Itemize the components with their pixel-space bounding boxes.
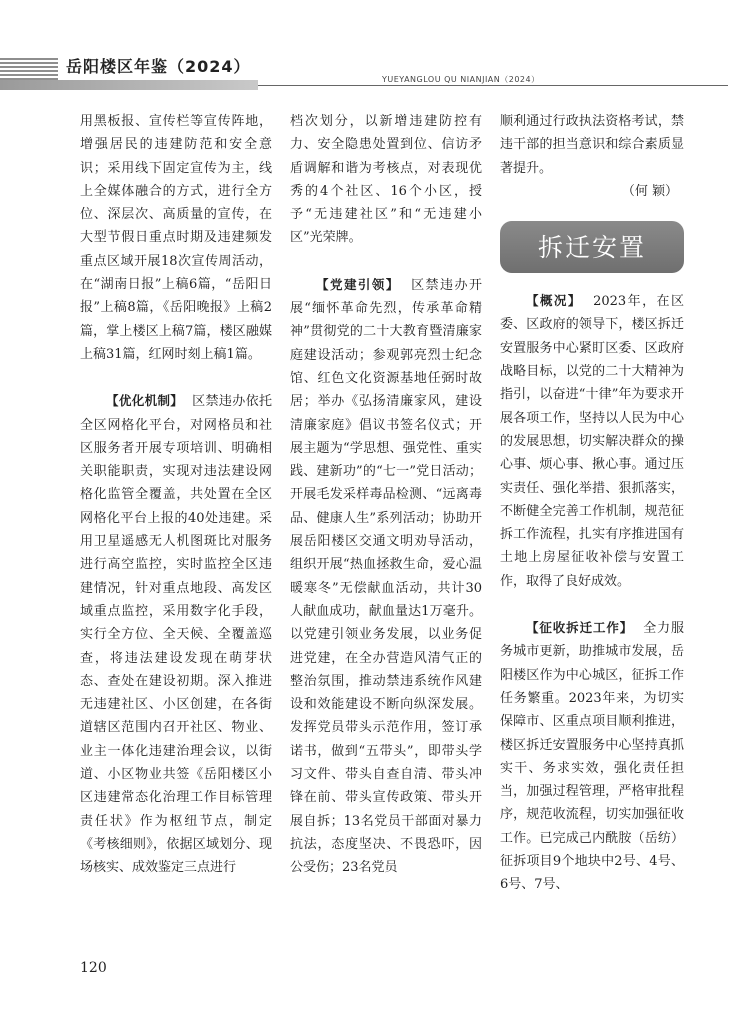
section-banner-demolition-resettlement: 拆迁安置 (500, 221, 684, 273)
column-middle (290, 110, 482, 880)
page-number: 120 (80, 960, 107, 976)
yearbook-subtitle: YUEYANGLOU QU NIANJIAN（2024） (382, 75, 540, 84)
section-tag-party-building: 【党建引领】 (316, 276, 400, 292)
yearbook-title: 岳阳楼区年鉴（2024） (66, 57, 251, 76)
paragraph-publicity-continued: 用黑板报、宣传栏等宣传阵地，增强居民的违建防范和安全意识；采用线下固定宣传为主，线上全媒体融合的方式，进行全方位、深层次、高质量的宣传，在大型节假日重点时期及违建频发重点区域开展18次宣传周活动，在“湖南日报”上稿6篇，“岳阳日报”上稿8篇，《岳阳晚报》上稿2篇，掌上楼区上稿7篇，楼区融媒上稿31篇，红网时刻上稿1篇。 (80, 114, 272, 362)
paragraph-text: 区禁违办开展“缅怀革命先烈，传承革命精神”贯彻党的二十大教育暨清廉家庭建设活动；参观郭亮烈士纪念馆、红色文化资源基地任弼时故居；举办《弘扬清廉家风，建设清廉家庭》倡议书签名仪式；开展主题为“学思想、强党性、重实践、建新功”的“七一”党日活动；开展毛发采样毒品检测、“远离毒品、健康人生”系列活动；协助开展岳阳楼区交通文明劝导活动，组织开展“热血拯救生命，爱心温暖寒冬”无偿献血活动，共计30人献血成功，献血量达1万毫升。以党建引领业务发展，以业务促进党建，在全办营造风清气正的整治氛围，推动禁违系统作风建设和效能建设不断向纵深发展。发挥党员带头示范作用，签订承诺书，做到“五带头”，即带头学习文件、带头自查自清、带头冲锋在前、带头宣传政策、带头开展自拆；13名党员干部面对暴力抗法，态度坚决、不畏恐吓，因公受伤；23名党员 (290, 277, 482, 876)
author-credit: （何 颖） (621, 183, 678, 199)
paragraph-exam-continued: 顺利通过行政执法资格考试，禁违干部的担当意识和综合素质显著提升。 (500, 114, 684, 176)
section-tag-overview: 【概况】 (526, 293, 582, 309)
paragraph-party-building (290, 273, 482, 880)
column-left (80, 110, 272, 880)
page-header (0, 52, 750, 102)
paragraph-text: 2023年，在区委、区政府的领导下，楼区拆迁安置服务中心紧盯区委、区政府战略目标，以党的二十大精神为指引，以奋进“十律”年为要求开展各项工作，坚持以人民为中心的发展思想，切实解决群众的操心事、烦心事、揪心事。通过压实责任、强化举措、狠抓落实，不断健全完善工作机制，规范征拆工作流程，扎实有序推进国有土地上房屋征收补偿与安置工作，取得了良好成效。 (500, 294, 684, 589)
paragraph-optimize-mechanism (80, 389, 272, 879)
header-gray-bar (0, 80, 258, 90)
section-tag-optimize-mechanism: 【优化机制】 (106, 393, 184, 409)
column-right (500, 110, 684, 897)
header-rule (258, 85, 728, 86)
section-tag-expropriation-work: 【征收拆迁工作】 (526, 620, 634, 636)
paragraph-expropriation-work (500, 616, 684, 897)
paragraph-overview (500, 289, 684, 593)
header-stripe-decoration (0, 58, 58, 82)
paragraph-text: 全力服务城市更新，助推城市发展，岳阳楼区作为中心城区，征拆工作任务繁重。2023年来，为切实保障市、区重点项目顺利推进，楼区拆迁安置服务中心坚持真抓实干、务求实效，强化责任担当，加强过程管理，严格审批程序，规范收流程，切实加强征收工作。已完成己内酰胺（岳纺）征拆项目9个地块中2号、4号、6号、7号、 (500, 621, 684, 893)
paragraph-grading-continued: 档次划分，以新增违建防控有力、安全隐患处置到位、信访矛盾调解和谐为考核点，对表现优秀的4个社区、16个小区，授予“无违建社区”和“无违建小区”光荣牌。 (290, 114, 482, 246)
paragraph-text: 区禁违办依托全区网格化平台，对网格员和社区服务者开展专项培训、明确相关职能职责，实现对违法建设网格化监管全覆盖，共处置在全区网格化平台上报的40处违建。采用卫星遥感无人机图斑比对服务进行高空监控，实时监控全区违建情况，针对重点地段、高发区域重点监控，采用数字化手段，实行全方位、全天候、全覆盖巡查，将违法建设发现在萌芽状态、查处在建设初期。深入推进无违建社区、小区创建，在各街道辖区范围内召开社区、物业、业主一体化违建治理会议，以街道、小区物业共签《岳阳楼区小区违建常态化治理工作目标管理责任状》作为枢纽节点，制定《考核细则》，依据区域划分、现场核实、成效鉴定三点进行 (80, 394, 272, 876)
